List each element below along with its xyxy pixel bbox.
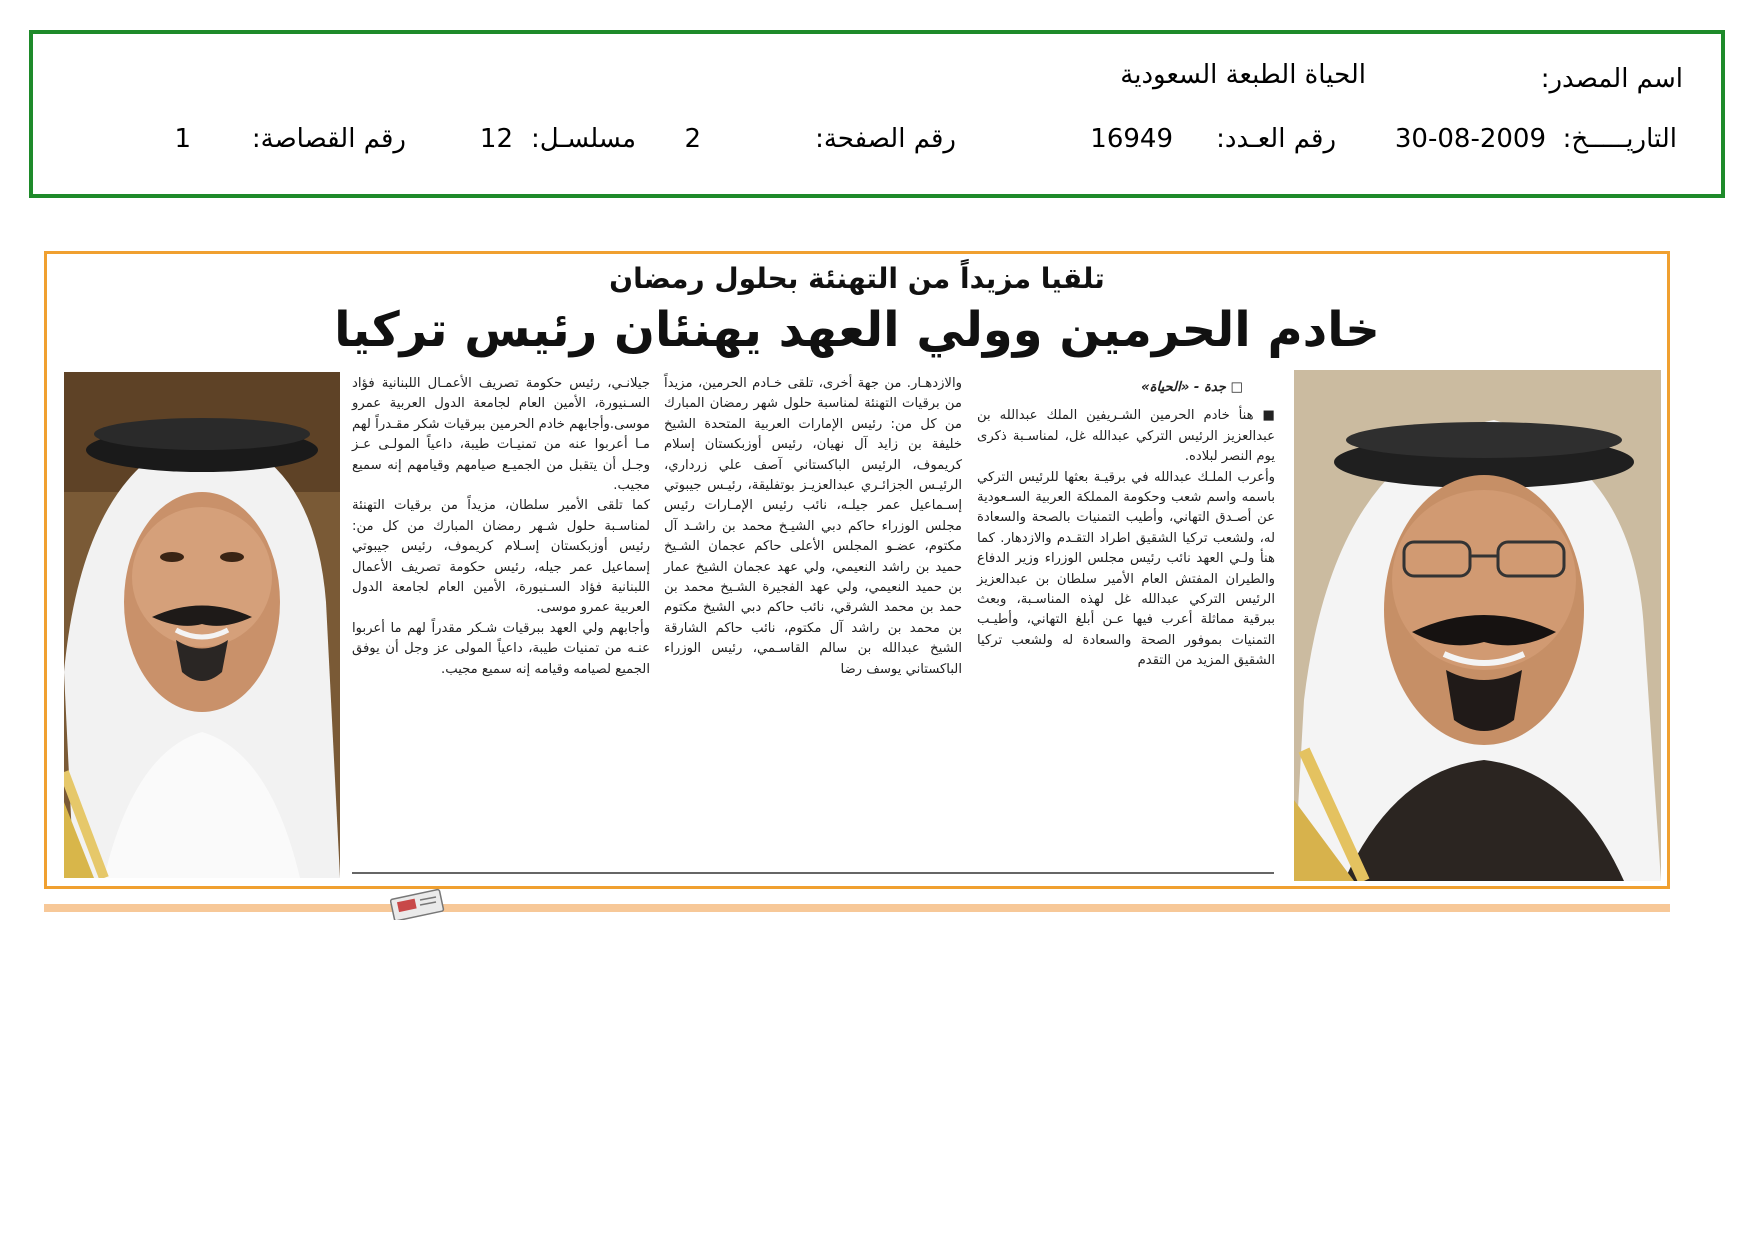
newspaper-article	[44, 251, 1670, 889]
source-value: الحياة الطبعة السعودية	[1120, 60, 1366, 90]
article-dateline: □ جدة - «الحياة»	[1141, 380, 1243, 395]
article-underline-rule	[44, 904, 1670, 912]
serial-value: 12	[479, 124, 513, 154]
clipping-metadata-box	[29, 30, 1725, 198]
page-value: 2	[684, 124, 701, 154]
article-kicker: تلقيا مزيداً من التهنئة بحلول رمضان	[609, 262, 1105, 295]
source-label: اسم المصدر:	[1540, 64, 1683, 94]
issue-label: رقم العـدد:	[1216, 124, 1336, 154]
serial-label: مسلسـل:	[531, 124, 636, 154]
article-headline: خادم الحرمين وولي العهد يهنئان رئيس تركيا	[334, 302, 1380, 358]
paragraph: كما تلقى الأمير سلطان، مزيداً من برقيات التهنئة لمناسـبة حلول شـهر رمضان المبارك من كل من: رئيس أوزبكستان إسـلام كريموف، رئيس جيبوتي إسماعيل عمر جيله، رئيس حكومة تصريف الأعمال اللبنانية فؤاد السـنيورة، الأمين العام لجامعة الدول العربية عمرو موسى.	[352, 498, 650, 616]
paragraph: وأعرب الملـك عبدالله في برقيـة بعثها للرئيس التركي باسمه واسم شعب وحكومة المملكة العربية السـعودية عن أصـدق التهاني، وأطيب التمنيات بالصحة والسعادة له، ولشعب تركيا الشقيق اطراد التقـدم والازدهار. كما هنأ ولـي العهد نائب رئيس مجلس الوزراء وزير الدفاع والطيران المفتش العام الأمير سلطان بن عبدالعزيز الرئيس التركي عبدالله غل لهذه المناسـبة، وبعث ببرقية مماثلة أعرب فيها عـن أبلغ التهاني، وأطيـب التمنيات بموفور الصحة والسعادة له ولشعب تركيا الشقيق المزيد من التقدم	[977, 469, 1275, 669]
issue-value: 16949	[1090, 124, 1173, 154]
page-label: رقم الصفحة:	[815, 124, 956, 154]
king-photo	[1294, 370, 1661, 881]
paragraph: والازدهـار. من جهة أخرى، تلقى خـادم الحرمين، مزيداً من برقيات التهنئة لمناسبة حلول شهر رمضان المبارك من كل من: رئيس الإمارات العربية المتحدة الشيخ خليفة بن زايد آل نهيان، رئيس أوزبكستان إسلام كريموف، الرئيس الباكستاني آصف علي زرداري، الرئيـس الجزائـري عبدالعزيـز بوتفليقة، رئيـس جيبوتي إسـماعيل عمر جيلـه، نائب رئيس الإمـارات رئيس مجلس الوزراء حاكم دبي الشيـخ محمد بن راشـد آل مكتوم، عضـو المجلس الأعلى حاكم عجمان الشـيخ حميد بن راشد النعيمي، ولي عهد عجمان الشيخ عمار بن حميد النعيمي، ولي عهد الفجيرة الشـيخ محمد بن حمد بن محمد الشرقي، نائب حاكم دبي الشيخ مكتوم بن محمد بن راشد آل مكتوم، نائب حاكم الشارقة الشيخ عبدالله بن سالم القاسـمي، رئيس الوزراء الباكستاني يوسف رضا	[664, 376, 962, 677]
paragraph: جيلانـي، رئيس حكومة تصريف الأعمـال اللبنانية فؤاد السـنيورة، الأمين العام لجامعة الدول العربية عمرو موسى.وأجابهم خادم الحرمين ببرقيات شكر مقـدراً لهم مـا أعربوا عنه من تمنيـات طيبة، داعياً المولـى عـز وجـل أن يتقبل من الجميـع صيامهم وقيامهم إنه سميع مجيب.	[352, 376, 650, 494]
date-value: 30-08-2009	[1394, 124, 1546, 154]
date-label: التاريـــــخ:	[1562, 124, 1677, 154]
clip-number-value: 1	[174, 124, 191, 154]
newspaper-clip-icon	[390, 888, 446, 920]
paragraph: وأجابهم ولي العهد ببرقيات شـكر مقدراً لهم ما أعربوا عنـه من تمنيات طيبة، داعياً المولى عز وجل أن يوفق الجميع لصيامه وقيامه إنه سميع مجيب.	[352, 620, 650, 677]
article-column-3	[352, 374, 650, 680]
article-column-2	[664, 374, 962, 680]
paragraph: ■ هنأ خادم الحرمين الشـريفين الملك عبدالله بن عبدالعزيز الرئيس التركي عبدالله غل، لمناسـبة ذكرى يوم النصر لبلاده.	[977, 408, 1275, 465]
article-column-1	[977, 378, 1275, 672]
clip-number-label: رقم القصاصة:	[251, 124, 406, 154]
column-bottom-rule	[352, 872, 1274, 874]
crown-prince-photo	[64, 372, 340, 878]
